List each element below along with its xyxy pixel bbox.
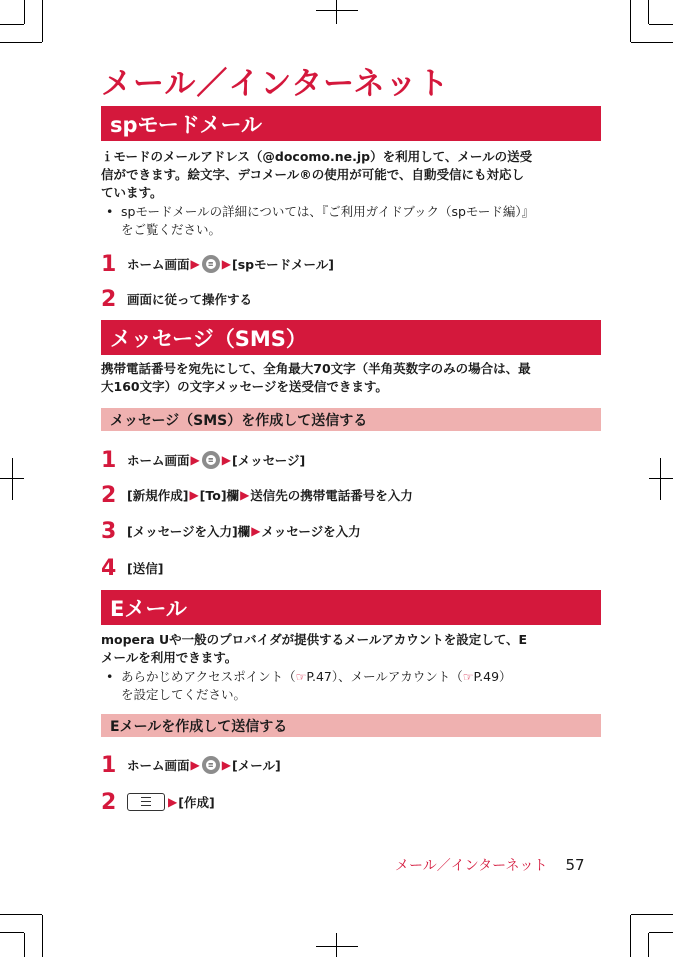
sms-intro bbox=[101, 360, 601, 396]
crop-mark bbox=[0, 914, 42, 915]
section-header-sp-mail: spモードメール bbox=[101, 106, 601, 141]
step-item bbox=[101, 286, 601, 312]
step-text: [To]欄 bbox=[199, 488, 240, 503]
step-number: 1 bbox=[101, 447, 117, 473]
note-line: をご覧ください。 bbox=[121, 222, 222, 237]
step-text: [メール] bbox=[231, 758, 281, 773]
step-text: ホーム画面 bbox=[127, 257, 190, 272]
email-intro bbox=[101, 631, 601, 667]
crop-mark bbox=[24, 933, 25, 957]
crop-mark bbox=[649, 478, 673, 479]
page-ref-icon: ☞ bbox=[295, 670, 307, 684]
intro-line: 携帯電話番号を宛先にして、全角最大70文字（半角英数字のみの場合は、最 bbox=[101, 361, 531, 376]
intro-line: ています。 bbox=[101, 185, 163, 200]
step-text: メッセージを入力 bbox=[261, 524, 361, 539]
step-item bbox=[101, 482, 601, 508]
page-ref-link[interactable]: P.49 bbox=[473, 669, 500, 684]
step-number: 2 bbox=[101, 286, 117, 312]
footer-section: メール／インターネット bbox=[395, 858, 548, 874]
apps-key-icon: ≡ bbox=[202, 451, 220, 469]
arrow-right-icon: ▶ bbox=[240, 488, 250, 502]
page-ref-icon: ☞ bbox=[462, 670, 474, 684]
crop-mark bbox=[648, 0, 649, 24]
crop-mark bbox=[631, 914, 673, 915]
step-item bbox=[101, 251, 601, 277]
step-item bbox=[101, 518, 601, 544]
page-title: メール／インターネット bbox=[101, 66, 450, 102]
arrow-right-icon: ▶ bbox=[251, 524, 261, 538]
step-item bbox=[101, 752, 601, 778]
step-number: 1 bbox=[101, 251, 117, 277]
arrow-right-icon: ▶ bbox=[189, 488, 199, 502]
step-text: [作成] bbox=[178, 795, 215, 810]
crop-mark bbox=[316, 946, 358, 947]
note-text: ）、メールアカウント（ bbox=[331, 669, 463, 684]
crop-mark bbox=[0, 932, 24, 933]
note-text: あらかじめアクセスポイント（ bbox=[121, 669, 296, 684]
step-number: 4 bbox=[101, 555, 117, 581]
arrow-right-icon: ▶ bbox=[168, 795, 178, 809]
step-text: ホーム画面 bbox=[127, 453, 190, 468]
intro-line: mopera Uや一般のプロバイダが提供するメールアカウントを設定して、E bbox=[101, 632, 528, 647]
step-number: 2 bbox=[101, 789, 117, 815]
step-item bbox=[101, 789, 601, 815]
crop-mark bbox=[0, 24, 24, 25]
arrow-right-icon: ▶ bbox=[190, 257, 200, 271]
intro-line: ｉモードのメールアドレス（@docomo.ne.jp）を利用して、メールの送受 bbox=[101, 149, 533, 164]
arrow-right-icon: ▶ bbox=[221, 758, 231, 772]
step-text: 送信先の携帯電話番号を入力 bbox=[250, 488, 413, 503]
arrow-right-icon: ▶ bbox=[221, 257, 231, 271]
menu-key-icon bbox=[127, 793, 165, 811]
crop-mark bbox=[42, 915, 43, 957]
note-line: spモードメールの詳細については、『ご利用ガイドブック（spモード編）』 bbox=[121, 204, 535, 219]
crop-mark bbox=[660, 458, 661, 500]
crop-mark bbox=[649, 24, 673, 25]
step-text: [送信] bbox=[127, 561, 164, 576]
crop-mark bbox=[649, 932, 673, 933]
crop-mark bbox=[0, 42, 42, 43]
step-text: [新規作成] bbox=[127, 488, 189, 503]
crop-mark bbox=[336, 933, 337, 957]
crop-mark bbox=[630, 0, 631, 42]
crop-mark bbox=[316, 10, 358, 11]
subsection-header-email: Eメールを作成して送信する bbox=[101, 714, 601, 737]
note-line: を設定してください。 bbox=[121, 687, 247, 702]
arrow-right-icon: ▶ bbox=[190, 453, 200, 467]
email-note bbox=[106, 668, 602, 704]
crop-mark bbox=[631, 42, 673, 43]
step-number: 2 bbox=[101, 482, 117, 508]
step-text: [メッセージを入力]欄 bbox=[127, 524, 251, 539]
apps-key-icon: ≡ bbox=[202, 255, 220, 273]
section-header-email: Eメール bbox=[101, 590, 601, 625]
sp-mail-note bbox=[106, 203, 602, 239]
crop-mark bbox=[12, 458, 13, 500]
crop-mark bbox=[24, 0, 25, 24]
intro-line: 大160文字）の文字メッセージを送受信できます。 bbox=[101, 379, 388, 394]
arrow-right-icon: ▶ bbox=[190, 758, 200, 772]
bullet-dot: • bbox=[106, 204, 114, 219]
section-header-sms: メッセージ（SMS） bbox=[101, 320, 601, 355]
intro-line: 信ができます。絵文字、デコメール®の使用が可能で、自動受信にも対応し bbox=[101, 167, 525, 182]
step-number: 3 bbox=[101, 518, 117, 544]
bullet-dot: • bbox=[106, 669, 114, 684]
step-item bbox=[101, 555, 601, 581]
apps-key-icon: ≡ bbox=[202, 756, 220, 774]
intro-line: メールを利用できます。 bbox=[101, 650, 238, 665]
note-text: ） bbox=[499, 669, 512, 684]
arrow-right-icon: ▶ bbox=[221, 453, 231, 467]
page-ref-link[interactable]: P.47 bbox=[306, 669, 332, 684]
crop-mark bbox=[42, 0, 43, 42]
crop-mark bbox=[648, 933, 649, 957]
step-number: 1 bbox=[101, 752, 117, 778]
step-text: [spモードメール] bbox=[231, 257, 334, 272]
crop-mark bbox=[630, 915, 631, 957]
step-item bbox=[101, 447, 601, 473]
page-number: 57 bbox=[565, 856, 585, 874]
crop-mark bbox=[336, 0, 337, 24]
subsection-header-sms: メッセージ（SMS）を作成して送信する bbox=[101, 408, 601, 431]
step-text: 画面に従って操作する bbox=[127, 292, 253, 307]
sp-mail-intro bbox=[101, 148, 601, 202]
step-text: ホーム画面 bbox=[127, 758, 190, 773]
page-footer bbox=[395, 855, 605, 875]
step-text: [メッセージ] bbox=[231, 453, 306, 468]
